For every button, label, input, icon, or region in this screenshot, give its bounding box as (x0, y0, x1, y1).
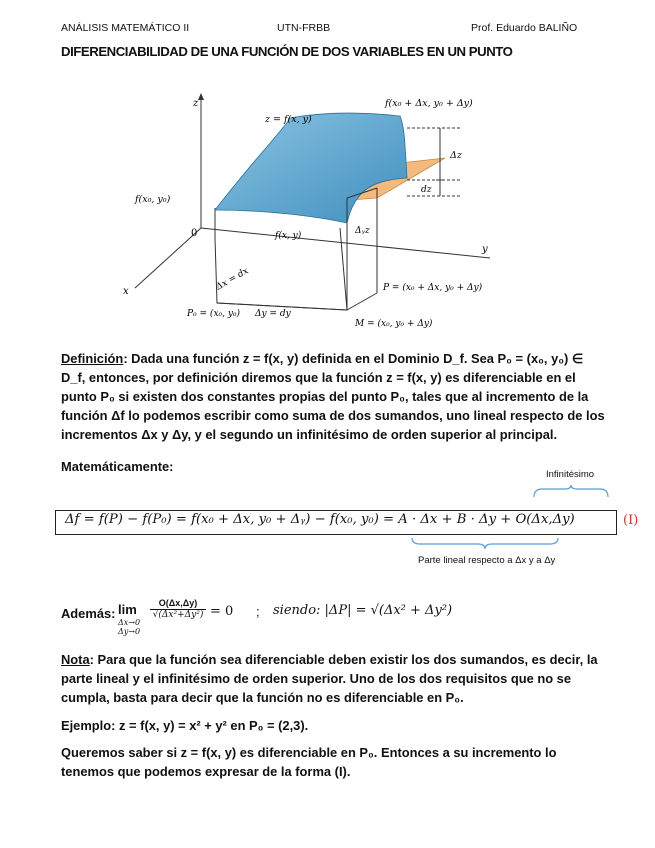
surface-label: z = f(x, y) (265, 114, 312, 125)
dy-label: Δy = dy (255, 309, 291, 319)
delta-y-z-label: Δᵧz (355, 226, 370, 236)
dx-label: Δx = dx (214, 266, 251, 293)
top-label: f(x₀ + Δx, y₀ + Δy) (385, 98, 473, 109)
dz-label: dz (421, 185, 432, 195)
infinitesimo-brace (532, 485, 610, 499)
infinitesimo-label: Infinitésimo (546, 469, 595, 480)
fxy-label: f(x, y) (275, 231, 302, 241)
closing-line-1: Queremos saber si z = f(x, y) es diferenciable en P₀. Entonces a su incremento lo (61, 745, 557, 760)
surface (215, 113, 407, 223)
definition-line-5: incrementos Δx y Δy, y el segundo un infinitésimo de orden superior al principal. (61, 427, 558, 442)
nota-line-1: : Para que la función sea diferenciable deben existir los dos sumandos, es decir, la (89, 652, 598, 667)
differential-formula: Δf = f(P) − f(P₀) = f(x₀ + Δx, y₀ + Δᵧ) − f(x₀, y₀) = A · Δx + B · Δy + O(Δx,Δy) (65, 512, 575, 527)
page-title: DIFERENCIABILIDAD DE UNA FUNCIÓN DE DOS VARIABLES EN UN PUNTO (61, 44, 513, 59)
p-label: P = (x₀ + Δx, y₀ + Δy) (383, 283, 483, 293)
definition-line-4: función Δf lo podemos escribir como suma de dos sumandos, uno lineal respecto de los (61, 408, 605, 423)
differentiability-figure (115, 88, 515, 338)
institution: UTN-FRBB (277, 22, 331, 34)
closing-paragraph (61, 743, 619, 781)
ademas-label: Además: (61, 606, 116, 621)
professor: Prof. Eduardo BALIÑO (471, 22, 578, 34)
nota-line-3: cumpla, basta para decir que la función no es diferenciable en P₀. (61, 690, 464, 705)
definition-paragraph (61, 349, 619, 444)
formula-tag: (I) (623, 513, 639, 528)
lim-text: lim (118, 602, 137, 617)
fraction-numerator: O(Δx,Δy) (150, 598, 206, 610)
lim-sub-y: Δy→0 (118, 627, 141, 636)
equals-zero: = 0 (210, 604, 234, 619)
fraction (150, 598, 206, 620)
y-axis (201, 228, 490, 258)
x-axis-label: x (123, 286, 129, 297)
nota-label: Nota (61, 652, 90, 667)
fraction-denominator: √(Δx²+Δy²) (152, 610, 204, 620)
definition-line-1: : Dada una función z = f(x, y) definida en el Dominio D_f. Sea P₀ = (x₀, y₀) ∈ (123, 351, 584, 366)
lim-subscripts (118, 618, 140, 636)
definition-line-3: punto P₀ si existen dos constantes propias del punto P₀, tales que al incremento de la (61, 389, 589, 404)
nota-line-2: parte lineal y el infinitésimo de orden superior. Uno de los dos requisitos que no se (61, 671, 571, 686)
y-axis-label: y (482, 244, 488, 255)
z-axis-label: z (193, 98, 199, 109)
origin-label: 0 (191, 228, 198, 239)
f0-label: f(x₀, y₀) (135, 194, 171, 205)
p0-label: P₀ = (x₀, y₀) (187, 309, 241, 319)
z-axis-arrow (198, 93, 204, 100)
m-label: M = (x₀, y₀ + Δy) (355, 319, 433, 329)
semicolon: ; (256, 604, 260, 619)
siendo-formula: siendo: |ΔP| = √(Δx² + Δy²) (273, 603, 453, 618)
delta-z-label: Δz (450, 150, 462, 161)
math-heading: Matemáticamente: (61, 459, 174, 474)
ejemplo: Ejemplo: z = f(x, y) = x² + y² en P₀ = (2,3). (61, 718, 309, 733)
closing-line-2: tenemos que podemos expresar de la forma (I). (61, 764, 351, 779)
course-name: ANÁLISIS MATEMÁTICO II (61, 22, 190, 34)
nota-paragraph (61, 650, 619, 707)
definition-line-2: D_f, entonces, por definición diremos que la función z = f(x, y) es diferenciable en el (61, 370, 576, 385)
linear-part-brace (410, 536, 560, 550)
lim-sub-x: Δx→0 (118, 618, 141, 627)
definition-label: Definición (61, 351, 124, 366)
linear-part-label: Parte lineal respecto a Δx y a Δy (418, 555, 556, 566)
